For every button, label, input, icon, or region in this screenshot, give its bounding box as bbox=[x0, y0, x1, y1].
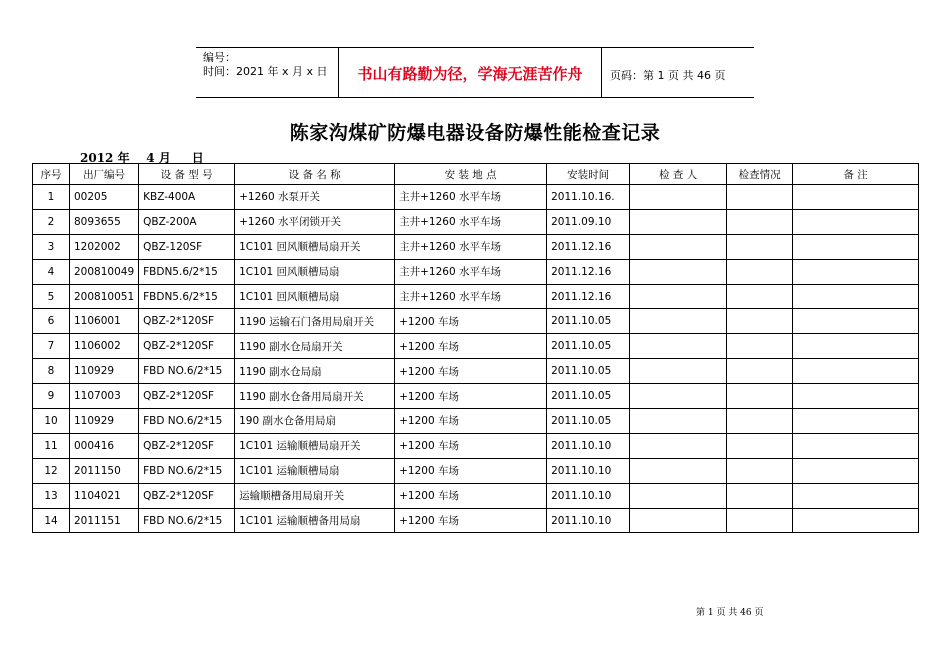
col-inspection-status-cell bbox=[727, 409, 793, 434]
col-model-cell: QBZ-200A bbox=[139, 209, 235, 234]
col-model-cell: FBD NO.6/2*15 bbox=[139, 458, 235, 483]
col-index-cell: 13 bbox=[33, 483, 70, 508]
col-remarks-cell bbox=[793, 234, 919, 259]
col-model-header: 设 备 型 号 bbox=[139, 164, 235, 185]
col-location-cell: +1200 车场 bbox=[395, 359, 547, 384]
col-inspector-cell bbox=[630, 508, 727, 533]
col-remarks-cell bbox=[793, 284, 919, 309]
col-serial-cell: 200810051 bbox=[70, 284, 139, 309]
col-location-cell: 主井+1260 水平车场 bbox=[395, 185, 547, 210]
col-index-header: 序号 bbox=[33, 164, 70, 185]
col-inspection-status-cell bbox=[727, 458, 793, 483]
document-title: 陈家沟煤矿防爆电器设备防爆性能检查记录 bbox=[289, 122, 661, 144]
col-remarks-cell bbox=[793, 185, 919, 210]
col-inspector-cell bbox=[630, 483, 727, 508]
col-index-cell: 10 bbox=[33, 409, 70, 434]
col-device-name-cell: +1260 水泵开关 bbox=[235, 185, 395, 210]
col-model-cell: QBZ-2*120SF bbox=[139, 384, 235, 409]
col-serial-cell: 8093655 bbox=[70, 209, 139, 234]
table-row bbox=[33, 209, 919, 234]
col-location-cell: +1200 车场 bbox=[395, 409, 547, 434]
col-device-name-cell: 运输顺槽备用局扇开关 bbox=[235, 483, 395, 508]
col-index-cell: 9 bbox=[33, 384, 70, 409]
col-device-name-cell: 1C101 运输顺槽局扇开关 bbox=[235, 433, 395, 458]
col-remarks-header: 备 注 bbox=[793, 164, 919, 185]
col-location-header: 安 装 地 点 bbox=[395, 164, 547, 185]
col-device-name-cell: +1260 水平闭锁开关 bbox=[235, 209, 395, 234]
col-index-cell: 5 bbox=[33, 284, 70, 309]
col-device-name-cell: 1C101 运输顺槽备用局扇 bbox=[235, 508, 395, 533]
col-serial-cell: 2011150 bbox=[70, 458, 139, 483]
col-location-cell: +1200 车场 bbox=[395, 384, 547, 409]
col-device-name-cell: 190 副水仓备用局扇 bbox=[235, 409, 395, 434]
col-inspector-header: 检 查 人 bbox=[630, 164, 727, 185]
col-serial-cell: 000416 bbox=[70, 433, 139, 458]
col-device-name-cell: 1C101 回风顺槽局扇开关 bbox=[235, 234, 395, 259]
col-model-cell: FBD NO.6/2*15 bbox=[139, 409, 235, 434]
table-row bbox=[33, 284, 919, 309]
col-model-cell: FBD NO.6/2*15 bbox=[139, 359, 235, 384]
record-date: 2012 年 4 月 日 bbox=[80, 151, 204, 165]
col-install-date-cell: 2011.12.16 bbox=[547, 284, 630, 309]
table-body bbox=[33, 185, 919, 533]
col-remarks-cell bbox=[793, 309, 919, 334]
col-remarks-cell bbox=[793, 259, 919, 284]
col-remarks-cell bbox=[793, 458, 919, 483]
col-device-name-cell: 1190 副水仓局扇开关 bbox=[235, 334, 395, 359]
col-model-cell: QBZ-120SF bbox=[139, 234, 235, 259]
col-inspection-status-cell bbox=[727, 234, 793, 259]
col-install-date-cell: 2011.10.05 bbox=[547, 309, 630, 334]
table-row bbox=[33, 433, 919, 458]
col-install-date-cell: 2011.10.10 bbox=[547, 458, 630, 483]
col-device-name-cell: 1190 运输石门备用局扇开关 bbox=[235, 309, 395, 334]
col-device-name-cell: 1C101 运输顺槽局扇 bbox=[235, 458, 395, 483]
col-location-cell: 主井+1260 水平车场 bbox=[395, 284, 547, 309]
col-install-date-cell: 2011.12.16 bbox=[547, 259, 630, 284]
table-row bbox=[33, 483, 919, 508]
col-install-date-cell: 2011.10.05 bbox=[547, 334, 630, 359]
col-inspection-status-cell bbox=[727, 185, 793, 210]
col-inspection-status-cell bbox=[727, 334, 793, 359]
col-model-cell: KBZ-400A bbox=[139, 185, 235, 210]
col-serial-header: 出厂编号 bbox=[70, 164, 139, 185]
col-inspector-cell bbox=[630, 209, 727, 234]
col-inspector-cell bbox=[630, 185, 727, 210]
col-inspector-cell bbox=[630, 384, 727, 409]
inspection-table bbox=[32, 163, 919, 533]
col-location-cell: 主井+1260 水平车场 bbox=[395, 234, 547, 259]
col-serial-cell: 1104021 bbox=[70, 483, 139, 508]
table-row bbox=[33, 185, 919, 210]
col-serial-cell: 1106002 bbox=[70, 334, 139, 359]
col-device-name-cell: 1190 副水仓局扇 bbox=[235, 359, 395, 384]
col-install-date-cell: 2011.10.10 bbox=[547, 508, 630, 533]
col-remarks-cell bbox=[793, 359, 919, 384]
col-install-date-cell: 2011.10.10 bbox=[547, 433, 630, 458]
col-index-cell: 11 bbox=[33, 433, 70, 458]
col-serial-cell: 110929 bbox=[70, 359, 139, 384]
col-inspector-cell bbox=[630, 259, 727, 284]
time-label: 时间：2021 年 x 月 x 日 bbox=[203, 65, 328, 78]
col-location-cell: +1200 车场 bbox=[395, 483, 547, 508]
col-serial-cell: 110929 bbox=[70, 409, 139, 434]
col-inspection-status-cell bbox=[727, 359, 793, 384]
col-index-cell: 2 bbox=[33, 209, 70, 234]
table-row bbox=[33, 309, 919, 334]
table-row bbox=[33, 359, 919, 384]
col-inspector-cell bbox=[630, 309, 727, 334]
col-location-cell: +1200 车场 bbox=[395, 508, 547, 533]
col-inspection-status-cell bbox=[727, 284, 793, 309]
col-inspector-cell bbox=[630, 433, 727, 458]
code-label: 编号： bbox=[203, 51, 236, 64]
col-serial-cell: 200810049 bbox=[70, 259, 139, 284]
col-remarks-cell bbox=[793, 409, 919, 434]
col-install-date-cell: 2011.10.10 bbox=[547, 483, 630, 508]
col-device-name-cell: 1190 副水仓备用局扇开关 bbox=[235, 384, 395, 409]
table-row bbox=[33, 508, 919, 533]
col-inspector-cell bbox=[630, 334, 727, 359]
col-remarks-cell bbox=[793, 209, 919, 234]
table-row bbox=[33, 234, 919, 259]
col-device-name-cell: 1C101 回风顺槽局扇 bbox=[235, 284, 395, 309]
col-serial-cell: 1202002 bbox=[70, 234, 139, 259]
col-index-cell: 6 bbox=[33, 309, 70, 334]
col-install-date-cell: 2011.10.16. bbox=[547, 185, 630, 210]
col-install-date-header: 安装时间 bbox=[547, 164, 630, 185]
col-device-name-header: 设 备 名 称 bbox=[235, 164, 395, 185]
col-location-cell: +1200 车场 bbox=[395, 458, 547, 483]
header-divider bbox=[601, 48, 602, 97]
col-inspection-status-cell bbox=[727, 433, 793, 458]
col-model-cell: FBD NO.6/2*15 bbox=[139, 508, 235, 533]
table-row bbox=[33, 334, 919, 359]
col-inspection-status-cell bbox=[727, 483, 793, 508]
col-inspection-status-cell bbox=[727, 259, 793, 284]
col-inspection-status-cell bbox=[727, 384, 793, 409]
col-serial-cell: 1106001 bbox=[70, 309, 139, 334]
col-inspector-cell bbox=[630, 458, 727, 483]
table-row bbox=[33, 384, 919, 409]
col-index-cell: 3 bbox=[33, 234, 70, 259]
col-install-date-cell: 2011.12.16 bbox=[547, 234, 630, 259]
col-inspector-cell bbox=[630, 359, 727, 384]
col-location-cell: +1200 车场 bbox=[395, 334, 547, 359]
col-serial-cell: 00205 bbox=[70, 185, 139, 210]
table-row bbox=[33, 409, 919, 434]
col-model-cell: QBZ-2*120SF bbox=[139, 334, 235, 359]
col-location-cell: +1200 车场 bbox=[395, 309, 547, 334]
col-index-cell: 1 bbox=[33, 185, 70, 210]
header-page-number: 页码：第 1 页 共 46 页 bbox=[610, 69, 726, 82]
col-inspection-status-cell bbox=[727, 309, 793, 334]
col-model-cell: QBZ-2*120SF bbox=[139, 309, 235, 334]
col-location-cell: 主井+1260 水平车场 bbox=[395, 259, 547, 284]
table-row bbox=[33, 458, 919, 483]
col-remarks-cell bbox=[793, 433, 919, 458]
col-remarks-cell bbox=[793, 483, 919, 508]
col-remarks-cell bbox=[793, 508, 919, 533]
col-install-date-cell: 2011.10.05 bbox=[547, 359, 630, 384]
col-device-name-cell: 1C101 回风顺槽局扇 bbox=[235, 259, 395, 284]
col-remarks-cell bbox=[793, 384, 919, 409]
header-motto: 书山有路勤为径，学海无涯苦作舟 bbox=[357, 65, 583, 83]
col-model-cell: FBDN5.6/2*15 bbox=[139, 259, 235, 284]
col-location-cell: +1200 车场 bbox=[395, 433, 547, 458]
col-index-cell: 12 bbox=[33, 458, 70, 483]
col-inspector-cell bbox=[630, 234, 727, 259]
page-header bbox=[196, 47, 754, 98]
col-location-cell: 主井+1260 水平车场 bbox=[395, 209, 547, 234]
table-header-row bbox=[33, 164, 919, 185]
col-model-cell: QBZ-2*120SF bbox=[139, 483, 235, 508]
col-inspection-status-header: 检查情况 bbox=[727, 164, 793, 185]
col-model-cell: QBZ-2*120SF bbox=[139, 433, 235, 458]
col-install-date-cell: 2011.09.10 bbox=[547, 209, 630, 234]
col-index-cell: 8 bbox=[33, 359, 70, 384]
col-index-cell: 4 bbox=[33, 259, 70, 284]
col-remarks-cell bbox=[793, 334, 919, 359]
col-index-cell: 14 bbox=[33, 508, 70, 533]
col-inspection-status-cell bbox=[727, 209, 793, 234]
col-model-cell: FBDN5.6/2*15 bbox=[139, 284, 235, 309]
page-footer: 第 1 页 共 46 页 bbox=[696, 608, 764, 618]
col-inspector-cell bbox=[630, 284, 727, 309]
header-meta bbox=[203, 51, 328, 79]
col-serial-cell: 2011151 bbox=[70, 508, 139, 533]
col-install-date-cell: 2011.10.05 bbox=[547, 384, 630, 409]
col-inspection-status-cell bbox=[727, 508, 793, 533]
col-inspector-cell bbox=[630, 409, 727, 434]
col-index-cell: 7 bbox=[33, 334, 70, 359]
table-row bbox=[33, 259, 919, 284]
col-install-date-cell: 2011.10.05 bbox=[547, 409, 630, 434]
col-serial-cell: 1107003 bbox=[70, 384, 139, 409]
